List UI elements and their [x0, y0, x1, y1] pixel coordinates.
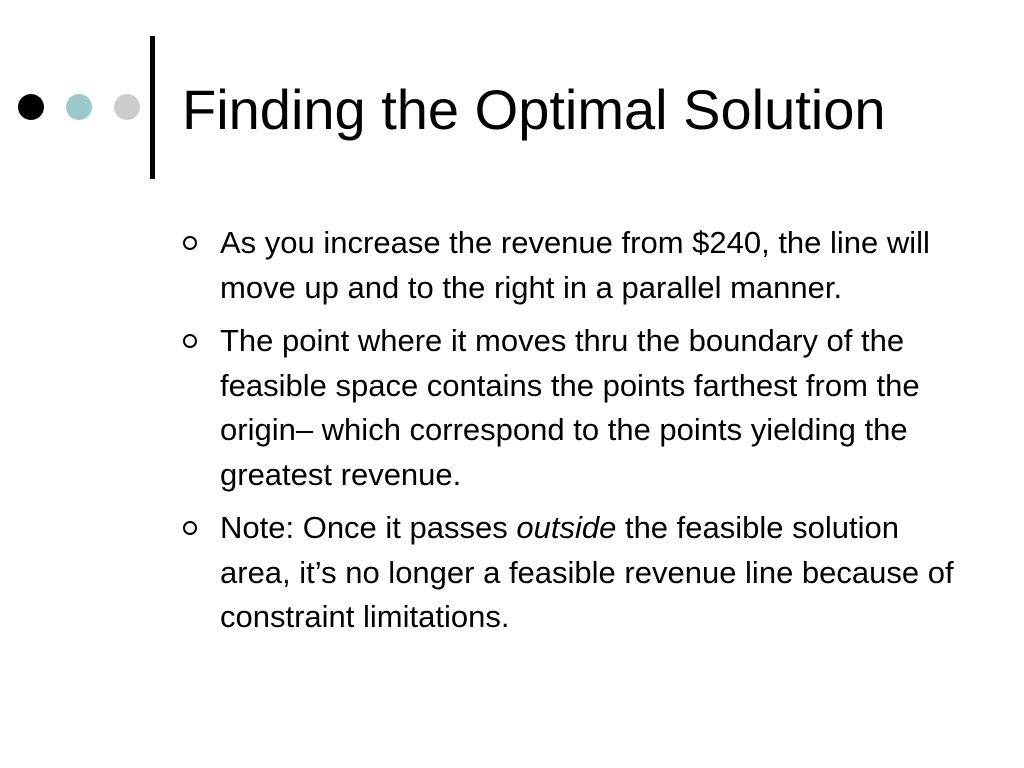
- bullet-item: [180, 506, 960, 640]
- bullet-text: The point where it moves thru the boundary of the feasible space contains the points farthest from the origin– which correspond to the points yielding the greatest revenue.: [220, 323, 920, 492]
- bullet-emphasis: outside: [516, 510, 617, 545]
- bullet-item: [180, 221, 960, 310]
- black-dot-icon: [18, 94, 44, 120]
- bullet-text-end: the feasible solution area, it’s no longer a feasible revenue line because of constraint limitations.: [220, 510, 954, 634]
- title-divider-line: [150, 36, 155, 179]
- bullet-text: As you increase the revenue from $240, the line will move up and to the right in a parallel manner.: [220, 225, 930, 305]
- teal-dot-icon: [66, 94, 92, 120]
- gray-dot-icon: [114, 94, 140, 120]
- hollow-circle-bullet-icon: [183, 236, 197, 250]
- slide-title: Finding the Optimal Solution: [182, 78, 886, 141]
- bullet-list: [180, 221, 960, 649]
- title-decoration-dots: [18, 93, 162, 121]
- bullet-item: [180, 319, 960, 497]
- hollow-circle-bullet-icon: [183, 334, 197, 348]
- bullet-text-start: Note: Once it passes: [220, 510, 517, 545]
- hollow-circle-bullet-icon: [183, 521, 197, 535]
